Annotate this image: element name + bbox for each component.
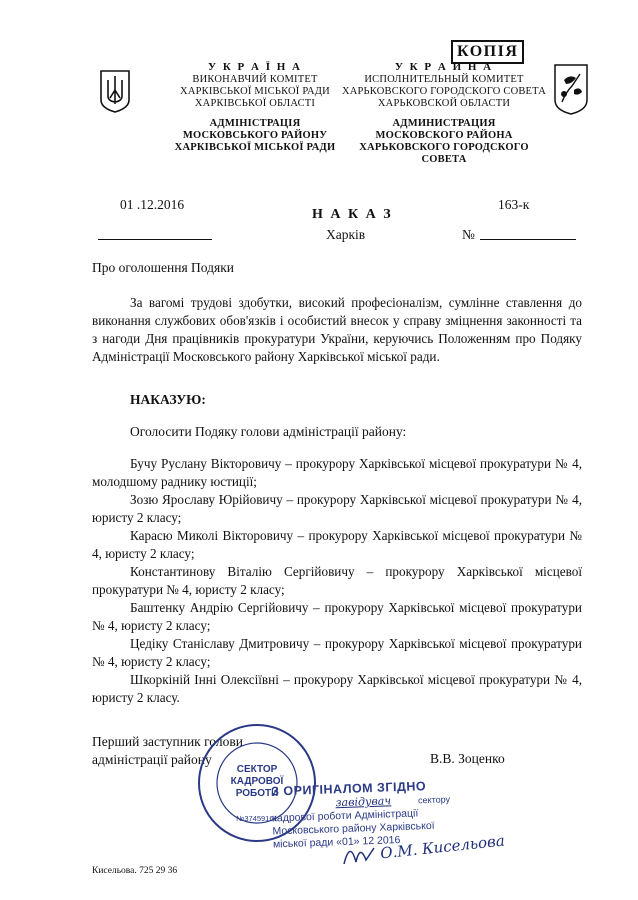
header-admin-line: АДМИНИСТРАЦИЯ — [392, 118, 496, 129]
order-title: Н А К А З — [312, 207, 393, 222]
signatory-name: В.В. Зоценко — [430, 751, 505, 766]
header-line: ИСПОЛНИТЕЛЬНЫЙ КОМИТЕТ — [364, 74, 524, 85]
list-item: Зозю Ярославу Юрійовичу – прокурору Харківської місцевої прокуратури № 4, юристу 2 класу; — [92, 492, 582, 525]
stamp-center-line: КАДРОВОЇ — [230, 776, 284, 787]
number-underline — [480, 225, 576, 240]
stamp-handwritten-title: завідувач — [335, 794, 392, 810]
list-item: Константинову Віталію Сергійовичу – прокурору Харківської місцевої прокуратури № 4, юристу 2 класу; — [92, 564, 582, 597]
list-item: Бучу Руслану Вікторовичу – прокурору Харківської місцевої прокуратури № 4, молодшому раднику юстиції; — [92, 456, 582, 489]
header-admin-line: АДМІНІСТРАЦІЯ — [209, 118, 301, 129]
stamp-line: міської ради «01» 12 2016 — [272, 834, 401, 851]
order-city: Харків — [326, 227, 366, 242]
header-line: ХАРКІВСЬКОЇ МІСЬКОЇ РАДИ — [180, 86, 330, 97]
handwritten-signature: О.М. Кисельова — [379, 831, 506, 863]
header-line: ХАРКІВСЬКОЇ ОБЛАСТІ — [194, 98, 316, 109]
header-line: ВИКОНАВЧИЙ КОМІТЕТ — [192, 74, 318, 85]
stamp-line: кадрової роботи Адміністрації — [271, 807, 419, 825]
order-number: 163-к — [498, 197, 530, 212]
list-item: Баштенку Андрію Сергійовичу – прокурору Харківської місцевої прокуратури № 4, юристу 2 класу; — [92, 600, 582, 633]
stamp-line-suffix: сектору — [417, 794, 451, 806]
list-item: Карасю Миколі Вікторовичу – прокурору Харківської місцевої прокуратури № 4, юристу 2 класу; — [92, 528, 582, 561]
order-number-label: № — [462, 227, 475, 242]
stamp-line: З ОРИГІНАЛОМ ЗГІДНО — [270, 779, 427, 799]
list-item: Цедіку Станіславу Дмитровичу – прокурору Харківської місцевої прокуратури № 4, юристу 2 класу; — [92, 636, 582, 669]
stamp-center-line: СЕКТОР — [236, 764, 278, 775]
left-header — [150, 60, 360, 154]
round-stamp-code: №37459161 — [236, 814, 278, 823]
announce-line: Оголосити Подяку голови адміністрації району: — [130, 424, 407, 439]
stamp-line: Московського району Харківської — [272, 819, 435, 838]
order-word: НАКАЗУЮ: — [130, 392, 206, 407]
kharkiv-emblem-icon — [552, 62, 590, 116]
right-header — [338, 60, 550, 166]
country-title-ru: У К Р А И Н А — [394, 61, 494, 73]
order-subject: Про оголошення Подяки — [92, 260, 235, 275]
signature-scribble-icon — [340, 834, 380, 874]
country-title-ua: У К Р А Ї Н А — [208, 61, 302, 73]
header-line: ХАРЬКОВСКОЙ ОБЛАСТИ — [377, 98, 511, 109]
order-date: 01 .12.2016 — [120, 197, 185, 212]
recipients-list — [92, 455, 582, 707]
header-line: ХАРЬКОВСКОГО ГОРОДСКОГО СОВЕТА — [341, 86, 547, 97]
list-item: Шкоркіній Інні Олексіївні – прокурору Харківської місцевої прокуратури № 4, юристу 2 класу. — [92, 672, 582, 705]
copy-mark: КОПІЯ — [451, 40, 524, 64]
ukraine-coat-of-arms-icon — [98, 68, 132, 114]
signature-position-line: адміністрації району — [92, 752, 212, 767]
date-underline — [98, 225, 212, 240]
signature-position-line: Перший заступник голови — [92, 734, 243, 749]
header-admin-line: ХАРКІВСЬКОЇ МІСЬКОЇ РАДИ — [174, 142, 336, 153]
header-admin-line: МОСКОВСЬКОГО РАЙОНУ — [182, 130, 328, 141]
order-preamble: За вагомі трудові здобутки, високий професіоналізм, сумлінне ставлення до виконання службових обов'язків і особистий внесок у справу зміцнення законності та з нагоди Дня працівників прокуратури України, керуючись Положенням про Подяку Адміністрації Московського району Харківської міської ради. — [92, 295, 582, 364]
header-admin-line: МОСКОВСКОГО РАЙОНА — [375, 130, 513, 141]
header-admin-line: ХАРЬКОВСКОГО ГОРОДСКОГО СОВЕТА — [359, 142, 529, 165]
stamp-center-line: РОБОТИ — [235, 788, 279, 799]
footer-executor: Кисельова. 725 29 36 — [92, 866, 178, 876]
